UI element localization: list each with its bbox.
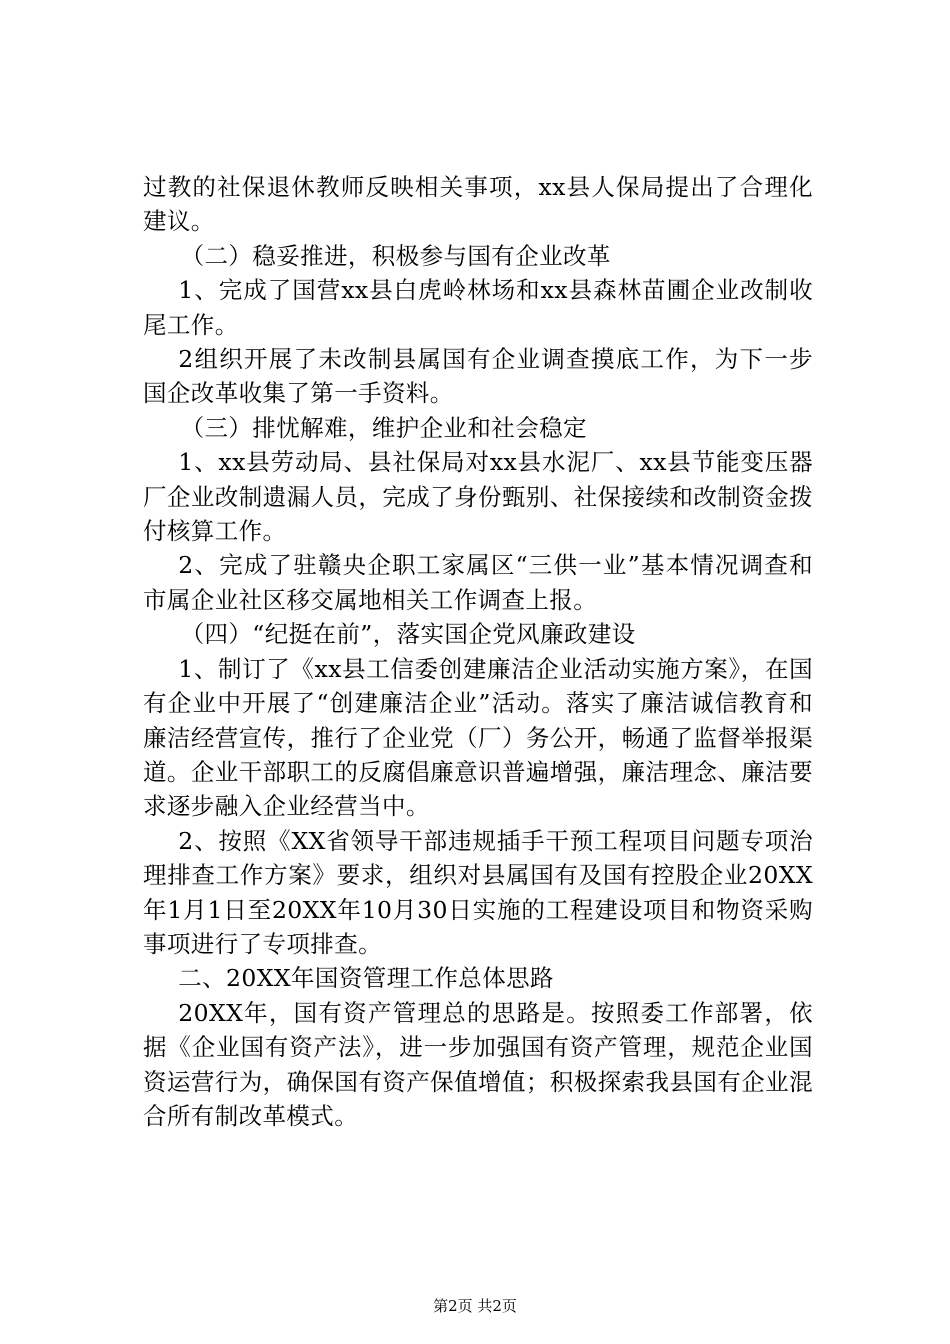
paragraph-4-2: 2、按照《XX省领导干部违规插手干预工程项目问题专项治理排查工作方案》要求，组织对县属国有及国有控股企业20XX年1月1日至20XX年10月30日实施的工程建设项目和物资采购事项进行了专项排查。	[143, 826, 813, 958]
page-number-label: 第2页 共2页	[433, 1297, 517, 1315]
section-heading-3: （三）排忧解难，维护企业和社会稳定	[180, 413, 587, 442]
paragraph-3-1: 1、xx县劳动局、县社保局对xx县水泥厂、xx县节能变压器厂企业改制遗漏人员，完成了身份甄别、社保接续和改制资金拨付核算工作。	[143, 448, 813, 546]
paragraph-2-1: 1、完成了国营xx县白虎岭林场和xx县森林苗圃企业改制收尾工作。	[143, 276, 813, 339]
paragraph-2-2: 2组织开展了未改制县属国有企业调查摸底工作，为下一步国企改革收集了第一手资料。	[143, 345, 813, 408]
section-heading-part-2: 二、20XX年国资管理工作总体思路	[178, 964, 554, 993]
paragraph-4-1: 1、制订了《xx县工信委创建廉洁企业活动实施方案》，在国有企业中开展了“创建廉洁企业”活动。落实了廉洁诚信教育和廉洁经营宣传，推行了企业党（厂）务公开，畅通了监督举报渠道。企业干部职工的反腐倡廉意识普遍增强，廉洁理念、廉洁要求逐步融入企业经营当中。	[143, 654, 813, 821]
document-body	[143, 170, 813, 1133]
paragraph-3-2: 2、完成了驻赣央企职工家属区“三供一业”基本情况调查和市属企业社区移交属地相关工作调查上报。	[143, 551, 813, 614]
page-footer	[0, 1296, 950, 1316]
paragraph-1: 过教的社保退休教师反映相关事项，xx县人保局提出了合理化建议。	[143, 173, 813, 236]
section-heading-4: （四）“纪挺在前”，落实国企党风廉政建设	[180, 620, 636, 649]
section-heading-2: （二）稳妥推进，积极参与国有企业改革	[180, 241, 611, 270]
paragraph-part-2: 20XX年，国有资产管理总的思路是。按照委工作部署，依据《企业国有资产法》，进一步加强国有资产管理，规范企业国资运营行为，确保国有资产保值增值；积极探索我县国有企业混合所有制改革模式。	[143, 998, 813, 1130]
